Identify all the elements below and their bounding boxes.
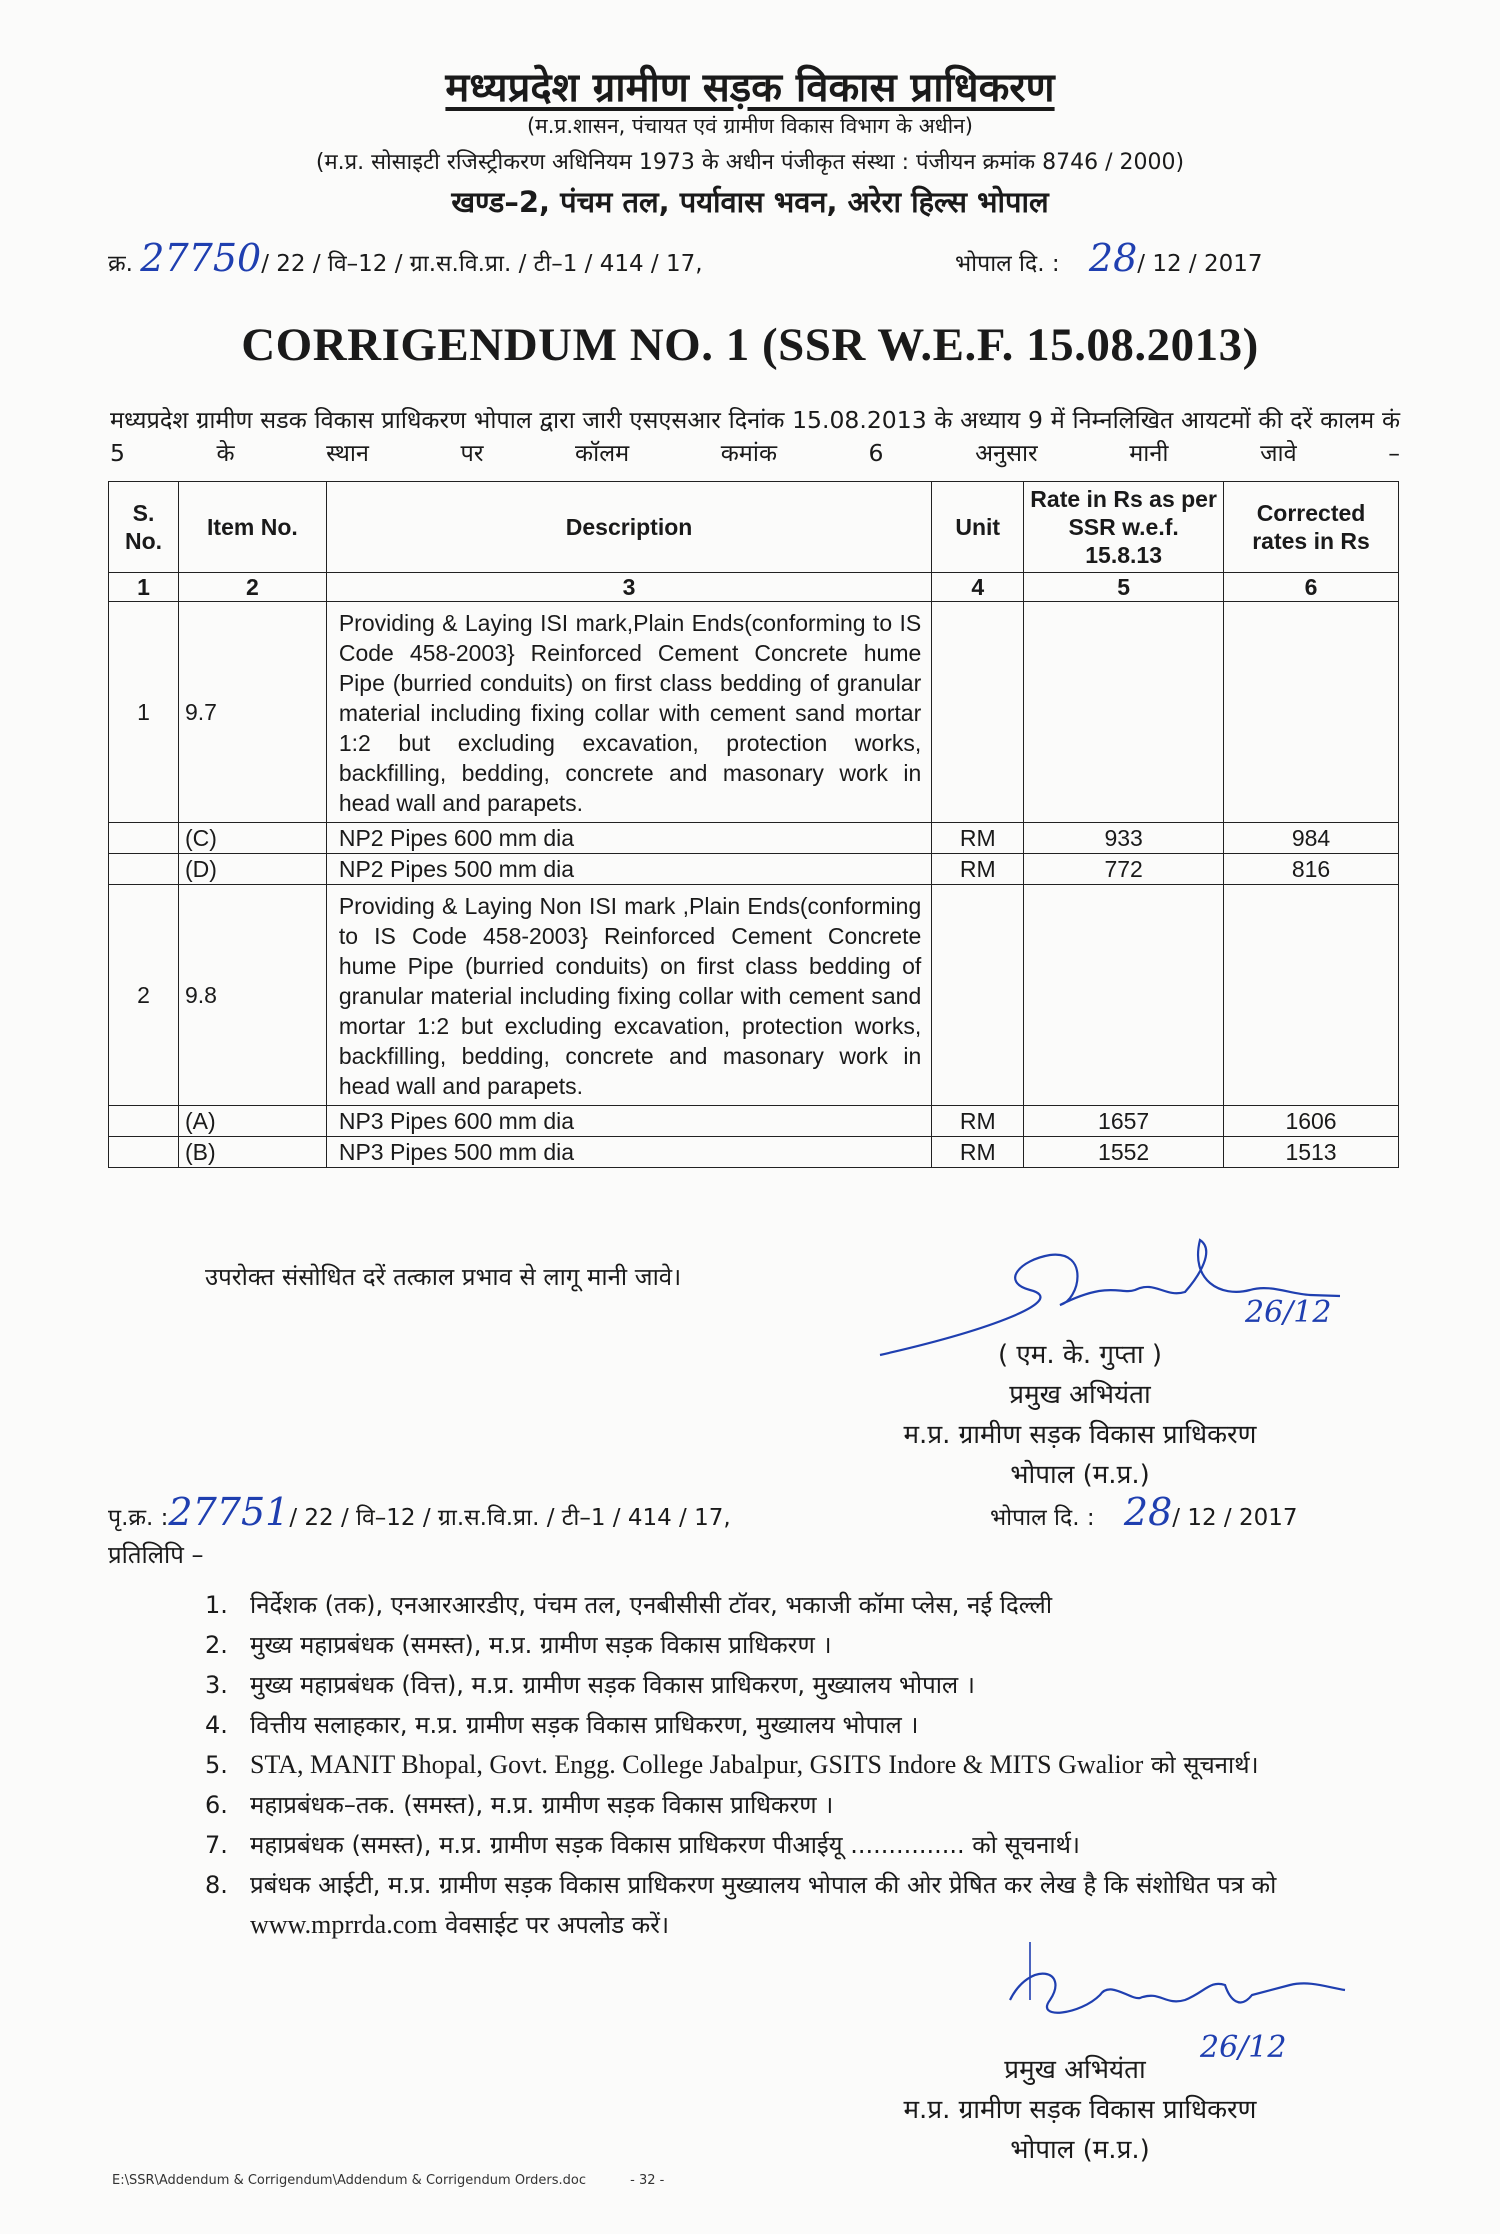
list-text: निर्देशक (तक), एनआरआरडीए, पंचम तल, एनबीसीसी टॉवर, भकाजी कॉमा प्लेस, नई दिल्ली: [250, 1591, 1053, 1619]
col-number: 5: [1024, 573, 1224, 602]
col-number: 1: [109, 573, 179, 602]
cell-unit: RM: [932, 1106, 1024, 1137]
cell-description: NP3 Pipes 600 mm dia: [326, 1106, 931, 1137]
signatory-2-designation: प्रमुख अभियंता: [1004, 2055, 1146, 2085]
header-sno: S. No.: [109, 482, 179, 573]
list-num: 1.: [205, 1591, 228, 1619]
list-item: [205, 1585, 1405, 1625]
copy-list: [205, 1585, 1405, 1945]
date-label: भोपाल दि. :: [955, 251, 1060, 277]
signature-2-date: 26/12: [1200, 2030, 1287, 2065]
date-rest: / 12 / 2017: [1137, 251, 1263, 277]
document-title: CORRIGENDUM NO. 1 (SSR W.E.F. 15.08.2013): [241, 319, 1259, 371]
table-row: [109, 1106, 1399, 1137]
signatory-org: म.प्र. ग्रामीण सड़क विकास प्राधिकरण: [903, 1420, 1257, 1450]
signatory-place: भोपाल (म.प्र.): [1010, 1460, 1150, 1490]
cell-item: (A): [178, 1106, 326, 1137]
table-row: [109, 823, 1399, 854]
list-text: महाप्रबंधक–तक. (समस्त), म.प्र. ग्रामीण सड़क विकास प्राधिकरण ।: [250, 1791, 834, 1819]
list-num: 3.: [205, 1671, 228, 1699]
cell-rate: 933: [1024, 823, 1224, 854]
cell-corrected: 984: [1224, 823, 1399, 854]
copy-reference-date: [990, 1490, 1298, 1534]
list-num: 2.: [205, 1631, 228, 1659]
cell-item: 9.8: [178, 885, 326, 1106]
list-num: 8.: [205, 1871, 228, 1899]
list-text: वेवसाईट पर अपलोड करें।: [437, 1911, 670, 1939]
handwritten-day-2: 28: [1123, 1490, 1173, 1534]
handwritten-ref-number: 27750: [140, 236, 262, 280]
table-row: [109, 602, 1399, 823]
footer-path: E:\SSR\Addendum & Corrigendum\Addendum & Corrigendum Orders.doc: [112, 2173, 587, 2188]
handwritten-copy-number: 27751: [168, 1490, 290, 1534]
list-num: 4.: [205, 1711, 228, 1739]
cell-corrected: [1224, 885, 1399, 1106]
cell-unit: RM: [932, 823, 1024, 854]
cell-item: (B): [178, 1137, 326, 1168]
cell-rate: 772: [1024, 854, 1224, 885]
intro-paragraph: मध्यप्रदेश ग्रामीण सडक विकास प्राधिकरण भोपाल द्वारा जारी एसएसआर दिनांक 15.08.2013 के अध्याय 9 में निम्नलिखित आयटमों की दरें कालम कं 5 के स्थान पर कॉलम कमांक 6 अनुसार मानी जावे –: [110, 406, 1400, 467]
cell-description: NP2 Pipes 600 mm dia: [326, 823, 931, 854]
header-unit: Unit: [932, 482, 1024, 573]
header-line-2: (म.प्र.शासन, पंचायत एवं ग्रामीण विकास विभाग के अधीन): [526, 114, 974, 138]
list-num: 6.: [205, 1791, 228, 1819]
col-number: 2: [178, 573, 326, 602]
footer-page: - 32 -: [630, 2173, 665, 2188]
header-address: खण्ड–2, पंचम तल, पर्यावास भवन, अरेरा हिल्स भोपाल: [451, 185, 1049, 219]
cell-rate: [1024, 602, 1224, 823]
list-text-latin: www.mprrda.com: [250, 1910, 438, 1939]
cell-unit: [932, 885, 1024, 1106]
list-text: मुख्य महाप्रबंधक (वित्त), म.प्र. ग्रामीण सड़क विकास प्राधिकरण, मुख्यालय भोपाल ।: [250, 1671, 975, 1699]
cell-rate: [1024, 885, 1224, 1106]
cell-corrected: 1606: [1224, 1106, 1399, 1137]
cell-description: NP3 Pipes 500 mm dia: [326, 1137, 931, 1168]
table-row: [109, 1137, 1399, 1168]
header-item-no: Item No.: [178, 482, 326, 573]
col-number: 4: [932, 573, 1024, 602]
table-row: [109, 885, 1399, 1106]
list-text-latin: STA, MANIT Bhopal, Govt. Engg. College Jabalpur, GSITS Indore & MITS Gwalior: [250, 1750, 1144, 1779]
header-corrected-rate: Corrected rates in Rs: [1224, 482, 1399, 573]
list-num: 5.: [205, 1751, 228, 1779]
ref-suffix: / 22 / वि–12 / ग्रा.स.वि.प्रा. / टी–1 / 414 / 17,: [261, 251, 703, 277]
signatory-2-place: भोपाल (म.प्र.): [1010, 2135, 1150, 2165]
list-item: [205, 1865, 1405, 1945]
cell-rate: 1657: [1024, 1106, 1224, 1137]
list-item: [205, 1665, 1405, 1705]
col-number: 3: [326, 573, 931, 602]
copy-reference-line: [108, 1490, 731, 1534]
signatory-name: ( एम. के. गुप्ता ): [998, 1340, 1162, 1370]
effect-note: उपरोक्त संसोधित दरें तत्काल प्रभाव से लागू मानी जावे।: [205, 1263, 682, 1291]
cell-unit: RM: [932, 854, 1024, 885]
header-line-3: (म.प्र. सोसाइटी रजिस्ट्रीकरण अधिनियम 1973 के अधीन पंजीकृत संस्था : पंजीयन क्रमांक 8746 / 2000): [315, 150, 1185, 175]
cell-item: 9.7: [178, 602, 326, 823]
cell-description: Providing & Laying Non ISI mark ,Plain Ends(conforming to IS Code 458-2003} Reinforced Cement Concrete hume Pipe (burried conduits) on first class bedding of granular material including fixing collar with cement sand mortar 1:2 but excluding excavation, protection works, backfilling, bedding, concrete and masonary work in head wall and parapets.: [326, 885, 931, 1106]
header-description: Description: [326, 482, 931, 573]
list-item: [205, 1785, 1405, 1825]
header-rate: Rate in Rs as per SSR w.e.f. 15.8.13: [1024, 482, 1224, 573]
list-text: मुख्य महाप्रबंधक (समस्त), म.प्र. ग्रामीण सड़क विकास प्राधिकरण ।: [250, 1631, 832, 1659]
cell-corrected: 1513: [1224, 1137, 1399, 1168]
date2-label: भोपाल दि. :: [990, 1505, 1095, 1531]
cell-sno: [109, 854, 179, 885]
signatory-designation: प्रमुख अभियंता: [1009, 1380, 1151, 1410]
cell-sno: 2: [109, 885, 179, 1106]
list-item: [205, 1825, 1405, 1865]
list-text: को सूचनार्थ।: [1143, 1751, 1259, 1779]
cell-sno: [109, 823, 179, 854]
cell-item: (D): [178, 854, 326, 885]
signatory-2-org: म.प्र. ग्रामीण सड़क विकास प्राधिकरण: [903, 2095, 1257, 2125]
handwritten-day: 28: [1088, 236, 1138, 280]
ref2-suffix: / 22 / वि–12 / ग्रा.स.वि.प्रा. / टी–1 / 414 / 17,: [289, 1505, 731, 1531]
signature-1-date: 26/12: [1245, 1295, 1332, 1330]
signature-2-image: [990, 1940, 1350, 2060]
cell-unit: [932, 602, 1024, 823]
reference-date: [955, 236, 1263, 280]
cell-corrected: [1224, 602, 1399, 823]
cell-sno: [109, 1106, 179, 1137]
list-text: महाप्रबंधक (समस्त), म.प्र. ग्रामीण सड़क विकास प्राधिकरण पीआईयू ............... को सूचनार्थ।: [250, 1831, 1081, 1859]
cell-sno: [109, 1137, 179, 1168]
footer: [112, 2173, 664, 2188]
date2-rest: / 12 / 2017: [1172, 1505, 1298, 1531]
list-text: वित्तीय सलाहकार, म.प्र. ग्रामीण सड़क विकास प्राधिकरण, मुख्यालय भोपाल ।: [250, 1711, 919, 1739]
table-header-row: [109, 482, 1399, 573]
reference-number-line: [108, 236, 703, 280]
table-row: [109, 854, 1399, 885]
list-item: [205, 1625, 1405, 1665]
cell-sno: 1: [109, 602, 179, 823]
list-text: प्रबंधक आईटी, म.प्र. ग्रामीण सड़क विकास प्राधिकरण मुख्यालय भोपाल की ओर प्रेषित कर लेख है कि संशोधित पत्र को: [250, 1871, 1277, 1899]
list-item: [205, 1745, 1405, 1785]
cell-corrected: 816: [1224, 854, 1399, 885]
list-num: 7.: [205, 1831, 228, 1859]
cell-description: NP2 Pipes 500 mm dia: [326, 854, 931, 885]
org-name: मध्यप्रदेश ग्रामीण सड़क विकास प्राधिकरण: [445, 65, 1055, 111]
cell-description: Providing & Laying ISI mark,Plain Ends(conforming to IS Code 458-2003} Reinforced Cement Concrete hume Pipe (burried conduits) on first class bedding of granular material including fixing collar with cement sand mortar 1:2 but excluding excavation, protection works, backfilling, bedding, concrete and masonary work in head wall and parapets.: [326, 602, 931, 823]
cell-rate: 1552: [1024, 1137, 1224, 1168]
ref2-prefix: पृ.क्र. :: [108, 1505, 169, 1531]
list-item: [205, 1705, 1405, 1745]
rates-table: [108, 481, 1399, 1168]
cell-item: (C): [178, 823, 326, 854]
cell-unit: RM: [932, 1137, 1024, 1168]
copy-heading: प्रतिलिपि –: [108, 1541, 204, 1569]
ref-prefix: क्र.: [108, 251, 133, 277]
col-number: 6: [1224, 573, 1399, 602]
table-column-number-row: [109, 573, 1399, 602]
